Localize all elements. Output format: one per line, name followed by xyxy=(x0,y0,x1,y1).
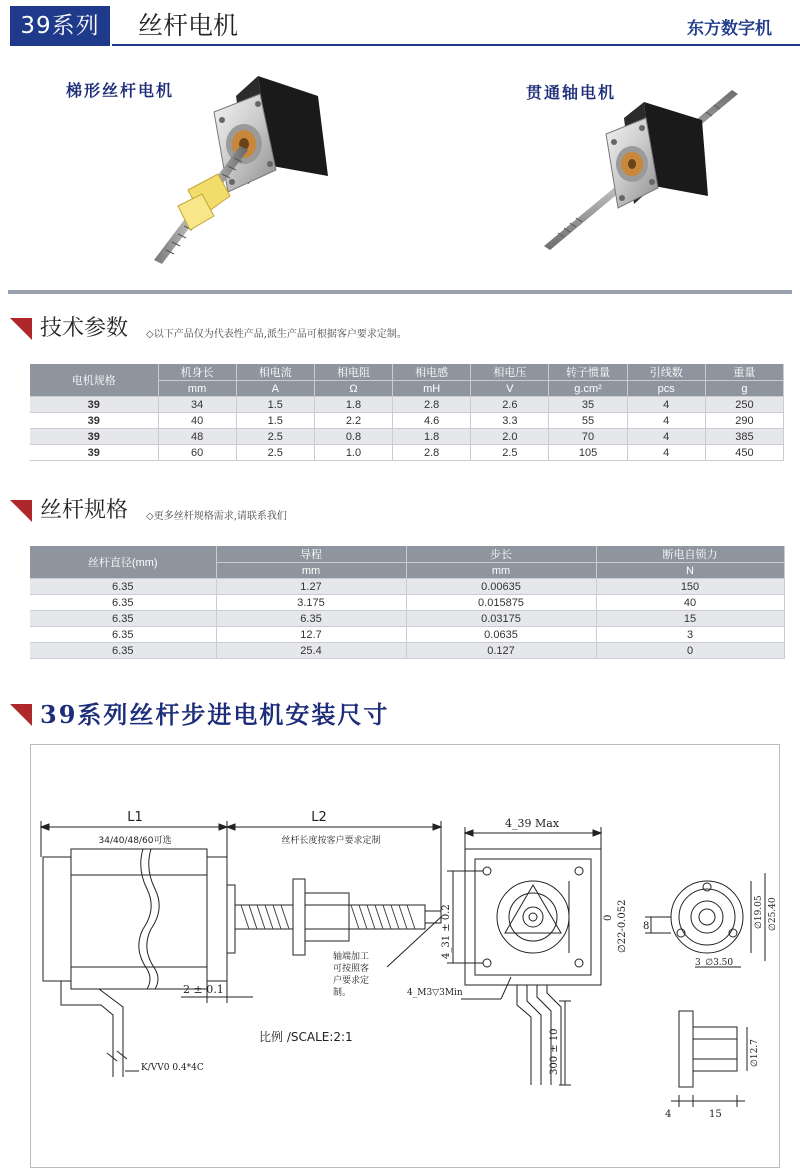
page-title: 丝杆电机 xyxy=(138,11,239,40)
section-title-install: 39系列丝杆步进电机安装尺寸 xyxy=(40,700,390,729)
table-unit: mm xyxy=(406,563,596,579)
header-rule xyxy=(112,44,800,46)
table-cell: 2.8 xyxy=(393,397,471,413)
section-marker-icon xyxy=(10,500,32,522)
table-row xyxy=(30,579,784,595)
section-note-tech: ◇以下产品仅为代表性产品,派生产品可根据客户要求定制。 xyxy=(146,329,407,340)
photo-label-trapezoidal: 梯形丝杆电机 xyxy=(66,81,175,100)
wire-spec: K/VV0 0.4*4C xyxy=(141,1063,204,1073)
section-heading-tech xyxy=(10,314,790,344)
table-unit: Ω xyxy=(314,381,392,397)
table-cell: 2.0 xyxy=(471,429,549,445)
table-header: 导程 xyxy=(216,546,406,563)
table-row xyxy=(30,413,784,429)
brand-name: 东方数字机 xyxy=(687,19,772,39)
table-cell: 6.35 xyxy=(30,643,216,659)
table-header: 机身长 xyxy=(158,364,236,381)
table-row xyxy=(30,397,784,413)
table-cell: 0.03175 xyxy=(406,611,596,627)
table-cell: 4 xyxy=(627,413,705,429)
table-unit: g xyxy=(705,381,783,397)
table-cell: 4 xyxy=(627,429,705,445)
table-unit: mm xyxy=(216,563,406,579)
shaft-end-note: 可按照客 xyxy=(333,964,370,974)
table-cell: 1.0 xyxy=(314,445,392,461)
table-unit: pcs xyxy=(627,381,705,397)
dimension-drawing xyxy=(31,745,779,1167)
table-cell: 35 xyxy=(549,397,627,413)
table-cell-model: 39 xyxy=(30,445,158,461)
table-header-diameter: 丝杆直径(mm) xyxy=(30,546,216,579)
table-cell: 1.5 xyxy=(236,397,314,413)
table-header: 断电自锁力 xyxy=(596,546,784,563)
dim-nut-flange: 4 xyxy=(665,1109,672,1120)
table-unit: g.cm² xyxy=(549,381,627,397)
table-cell: 60 xyxy=(158,445,236,461)
section-divider xyxy=(8,290,792,294)
shaft-end-note: 制。 xyxy=(333,988,352,998)
table-cell: 3.175 xyxy=(216,595,406,611)
section-title-screw: 丝杆规格 xyxy=(40,498,129,523)
table-cell: 2.2 xyxy=(314,413,392,429)
dim-hole-spacing: 4_31 ± 0.2 xyxy=(441,904,452,959)
dim-flange-thickness: 2 ± 0.1 xyxy=(183,983,224,996)
dim-nut-pcd: ∅19.05 xyxy=(754,895,764,929)
table-unit: V xyxy=(471,381,549,397)
dim-l1-note: 34/40/48/60可选 xyxy=(98,836,172,846)
table-cell: 2.5 xyxy=(236,429,314,445)
tech-header-row xyxy=(30,364,784,381)
section-marker-icon xyxy=(10,318,32,340)
table-cell: 2.5 xyxy=(236,445,314,461)
dim-l2-note: 丝杆长度按客户要求定制 xyxy=(281,836,381,846)
dim-body-width: 4_39 Max xyxy=(505,817,560,830)
table-cell: 2.8 xyxy=(393,445,471,461)
table-row xyxy=(30,445,784,461)
dim-boss-tolerance: 0 xyxy=(603,914,614,921)
table-cell: 6.35 xyxy=(30,611,216,627)
through-shaft-motor-photo xyxy=(536,84,746,260)
table-row xyxy=(30,643,784,659)
table-cell: 3 xyxy=(596,627,784,643)
screw-spec-table xyxy=(30,546,785,659)
dim-l1-label: L1 xyxy=(127,810,143,825)
table-cell: 250 xyxy=(705,397,783,413)
table-row xyxy=(30,627,784,643)
table-cell: 3.3 xyxy=(471,413,549,429)
section-marker-icon xyxy=(10,704,32,726)
dim-nut-offset: 8 xyxy=(643,921,650,932)
dim-boss-diameter: ∅22-0.052 xyxy=(617,899,628,953)
table-cell: 4.6 xyxy=(393,413,471,429)
table-unit: A xyxy=(236,381,314,397)
table-cell: 40 xyxy=(158,413,236,429)
page-header xyxy=(0,0,800,48)
table-header: 相电流 xyxy=(236,364,314,381)
shaft-end-note: 轴端加工 xyxy=(333,952,370,962)
table-cell: 4 xyxy=(627,397,705,413)
dim-mount-thread: 4_M3▽3Min xyxy=(407,988,463,998)
table-header: 相电阻 xyxy=(314,364,392,381)
table-cell: 6.35 xyxy=(216,611,406,627)
drawing-scale: 比例 /SCALE:2:1 xyxy=(259,1030,353,1044)
table-cell: 2.5 xyxy=(471,445,549,461)
photo-label-through-shaft: 贯通轴电机 xyxy=(526,83,617,102)
table-header-model: 电机规格 xyxy=(30,364,158,397)
table-row xyxy=(30,611,784,627)
dim-l2-label: L2 xyxy=(311,810,327,825)
screw-header-row xyxy=(30,546,784,563)
dimension-drawing-frame xyxy=(30,744,780,1168)
table-cell: 385 xyxy=(705,429,783,445)
table-cell: 6.35 xyxy=(30,627,216,643)
table-cell: 1.5 xyxy=(236,413,314,429)
table-cell: 25.4 xyxy=(216,643,406,659)
dim-nut-diameter: ∅25.40 xyxy=(768,897,778,931)
table-row xyxy=(30,429,784,445)
series-badge: 39系列 xyxy=(10,6,110,46)
table-cell: 0.0635 xyxy=(406,627,596,643)
table-unit: mH xyxy=(393,381,471,397)
section-title-tech: 技术参数 xyxy=(40,316,129,341)
table-cell: 70 xyxy=(549,429,627,445)
table-cell: 0.8 xyxy=(314,429,392,445)
table-cell: 1.8 xyxy=(314,397,392,413)
dim-lead-length: 300 ± 10 xyxy=(549,1028,560,1075)
section-note-screw: ◇更多丝杆规格需求,请联系我们 xyxy=(146,511,287,522)
table-cell: 150 xyxy=(596,579,784,595)
table-cell: 105 xyxy=(549,445,627,461)
table-cell: 48 xyxy=(158,429,236,445)
table-cell: 0.127 xyxy=(406,643,596,659)
trapezoidal-lead-screw-motor-photo xyxy=(148,66,348,272)
table-cell: 2.6 xyxy=(471,397,549,413)
table-header: 转子惯量 xyxy=(549,364,627,381)
table-header: 重量 xyxy=(705,364,783,381)
table-cell: 6.35 xyxy=(30,579,216,595)
tech-spec-table xyxy=(30,364,784,461)
table-cell: 0.015875 xyxy=(406,595,596,611)
table-cell-model: 39 xyxy=(30,429,158,445)
table-cell: 1.27 xyxy=(216,579,406,595)
table-row xyxy=(30,595,784,611)
table-header: 相电压 xyxy=(471,364,549,381)
table-header: 引线数 xyxy=(627,364,705,381)
table-cell: 12.7 xyxy=(216,627,406,643)
table-cell: 4 xyxy=(627,445,705,461)
table-cell-model: 39 xyxy=(30,413,158,429)
table-unit: mm xyxy=(158,381,236,397)
shaft-end-note: 户要求定 xyxy=(333,976,370,986)
table-cell: 0.00635 xyxy=(406,579,596,595)
table-cell: 290 xyxy=(705,413,783,429)
dim-nut-length: 15 xyxy=(709,1109,722,1120)
table-header: 相电感 xyxy=(393,364,471,381)
table-cell: 55 xyxy=(549,413,627,429)
table-cell: 1.8 xyxy=(393,429,471,445)
table-header: 步长 xyxy=(406,546,596,563)
dim-nut-body: ∅12.7 xyxy=(750,1039,760,1067)
table-cell: 34 xyxy=(158,397,236,413)
section-heading-screw xyxy=(10,496,790,526)
table-cell: 15 xyxy=(596,611,784,627)
table-cell-model: 39 xyxy=(30,397,158,413)
section-heading-install xyxy=(10,700,790,730)
table-unit: N xyxy=(596,563,784,579)
table-cell: 6.35 xyxy=(30,595,216,611)
table-cell: 40 xyxy=(596,595,784,611)
table-cell: 0 xyxy=(596,643,784,659)
table-cell: 450 xyxy=(705,445,783,461)
dim-nut-holes: 3_∅3.50 xyxy=(695,958,734,968)
